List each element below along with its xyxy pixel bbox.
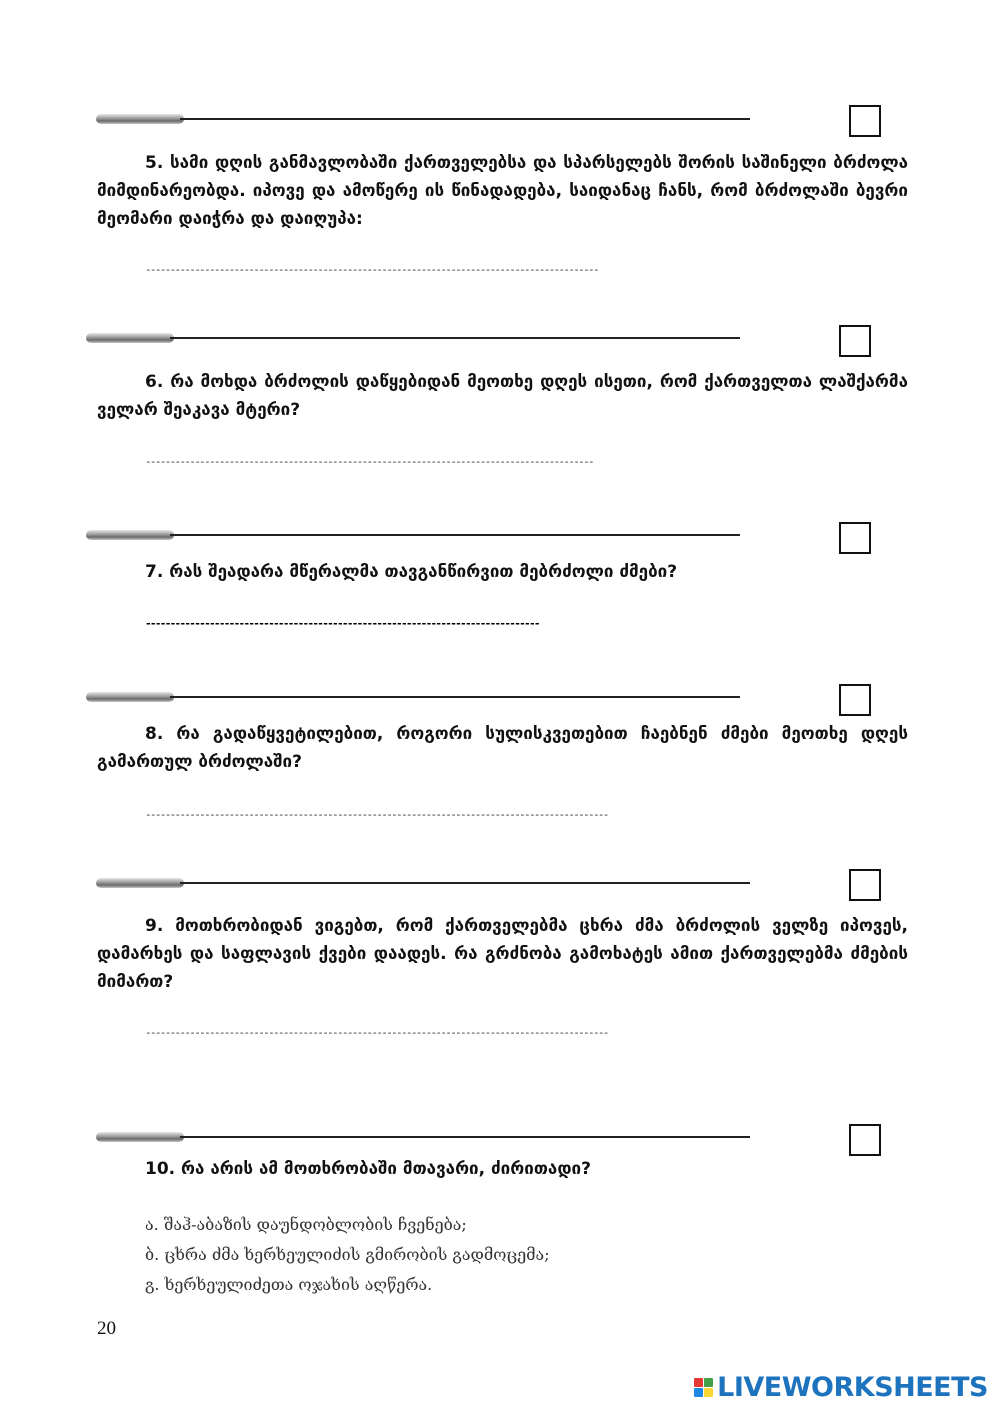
question-number: 9. xyxy=(145,916,164,936)
question-7 xyxy=(97,558,908,586)
option-a[interactable]: ა. შაჰ-აბაზის დაუნდობლობის ჩვენება; xyxy=(145,1215,467,1234)
answer-line-7[interactable]: -------------------------------------------------------------------------------- xyxy=(145,617,539,630)
answer-checkbox-5[interactable] xyxy=(849,105,881,137)
separator-line xyxy=(170,534,740,536)
question-9 xyxy=(97,912,908,996)
question-6 xyxy=(97,368,908,424)
question-number: 6. xyxy=(145,372,164,392)
answer-checkbox-9[interactable] xyxy=(849,869,881,901)
logo-square xyxy=(704,1378,713,1387)
separator-bar xyxy=(96,1132,184,1142)
question-number: 7. xyxy=(145,562,164,582)
separator-bar xyxy=(86,333,174,343)
answer-line-9[interactable]: ---------------------------------------------------------------------------------------------- xyxy=(145,1026,608,1039)
page-number: 20 xyxy=(97,1318,116,1339)
answer-checkbox-6[interactable] xyxy=(839,325,871,357)
answer-checkbox-7[interactable] xyxy=(839,522,871,554)
separator-bar xyxy=(86,530,174,540)
answer-line-5[interactable]: -------------------------------------------------------------------------------------------- xyxy=(145,263,598,276)
question-number: 10. xyxy=(145,1159,176,1179)
answer-line-8[interactable]: ---------------------------------------------------------------------------------------------- xyxy=(145,808,608,821)
separator-line xyxy=(180,118,750,120)
question-10 xyxy=(97,1155,908,1183)
question-text: რა გადაწყვეტილებით, როგორი სულისკვეთებით ჩაებნენ ძმები მეოთხე დღეს გამართულ ბრძოლაში? xyxy=(97,724,908,772)
separator-line xyxy=(170,337,740,339)
question-number: 5. xyxy=(145,153,164,173)
option-b[interactable]: ბ. ცხრა ძმა ხერხეულიძის გმირობის გადმოცემა; xyxy=(145,1245,550,1264)
separator-line xyxy=(170,696,740,698)
question-5 xyxy=(97,149,908,233)
liveworksheets-logo-icon xyxy=(694,1378,713,1397)
liveworksheets-brand[interactable] xyxy=(694,1372,988,1403)
logo-square xyxy=(694,1388,703,1397)
separator-bar xyxy=(86,692,174,702)
separator-bar xyxy=(96,878,184,888)
separator-bar xyxy=(96,114,184,124)
logo-square xyxy=(704,1388,713,1397)
question-text: მოთხრობიდან ვიგებთ, რომ ქართველებმა ცხრა ძმა ბრძოლის ველზე იპოვეს, დამარხეს და საფლავის ქვები დაადეს. რა გრძნობა გამოხატეს ამით ქართველებმა ძმების მიმართ? xyxy=(97,916,909,992)
separator-line xyxy=(180,882,750,884)
answer-options xyxy=(145,1210,550,1300)
answer-checkbox-8[interactable] xyxy=(839,684,871,716)
separator-line xyxy=(180,1136,750,1138)
logo-square xyxy=(694,1378,703,1387)
answer-line-6[interactable]: ------------------------------------------------------------------------------------------- xyxy=(145,455,593,468)
question-text: რას შეადარა მწერალმა თავგანწირვით მებრძოლი ძმები? xyxy=(169,562,678,582)
answer-checkbox-10[interactable] xyxy=(849,1124,881,1156)
brand-name: LIVEWORKSHEETS xyxy=(717,1372,988,1403)
question-8 xyxy=(97,720,908,776)
option-c[interactable]: გ. ხერხეულიძეთა ოჯახის აღწერა. xyxy=(145,1275,433,1294)
question-text: რა მოხდა ბრძოლის დაწყებიდან მეოთხე დღეს ისეთი, რომ ქართველთა ლაშქარმა ველარ შეაკავა მტერი? xyxy=(97,372,908,420)
question-number: 8. xyxy=(145,724,164,744)
question-text: სამი დღის განმავლობაში ქართველებსა და სპარსელებს შორის საშინელი ბრძოლა მიმდინარეობდა. იპოვე და ამოწერე ის წინადადება, საიდანაც ჩანს, რომ ბრძოლაში ბევრი მეომარი დაიჭრა და დაიღუპა: xyxy=(97,153,908,229)
question-text: რა არის ამ მოთხრობაში მთავარი, ძირითადი? xyxy=(181,1159,591,1179)
